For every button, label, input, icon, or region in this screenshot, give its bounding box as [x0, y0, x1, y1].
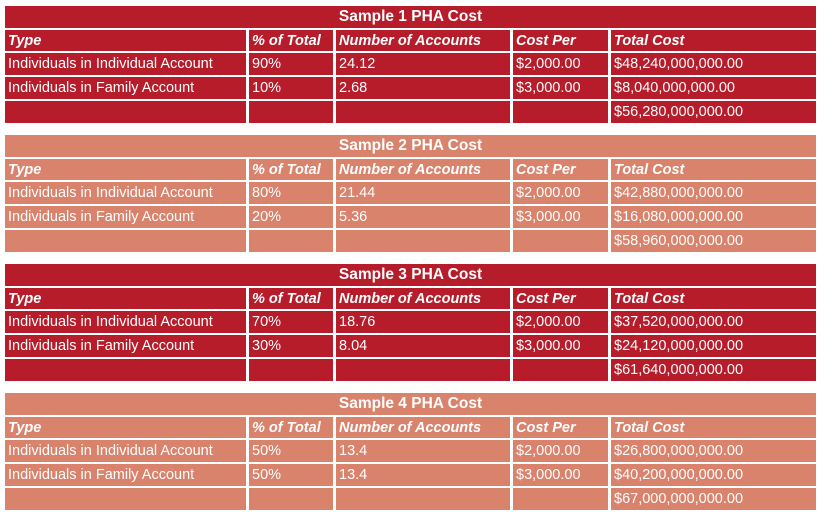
column-header-total-cost: Total Cost	[611, 417, 816, 440]
column-header-cost-per: Cost Per	[513, 159, 608, 182]
accounts-cell: 13.4	[336, 440, 510, 464]
column-header-type: Type	[5, 417, 246, 440]
grand-total-row	[5, 230, 816, 254]
empty-cell	[249, 488, 333, 512]
column-header-accounts: Number of Accounts	[336, 417, 510, 440]
total-cost-cell: $8,040,000,000.00	[611, 77, 816, 101]
percent-cell: 70%	[249, 311, 333, 335]
cost-per-cell: $2,000.00	[513, 311, 608, 335]
cost-per-cell: $3,000.00	[513, 206, 608, 230]
type-cell: Individuals in Family Account	[5, 335, 246, 359]
empty-cell	[249, 359, 333, 383]
table-row	[5, 182, 816, 206]
accounts-cell: 2.68	[336, 77, 510, 101]
table-row	[5, 464, 816, 488]
type-cell: Individuals in Individual Account	[5, 53, 246, 77]
grand-total-cell: $56,280,000,000.00	[611, 101, 816, 125]
sample-2-table	[2, 135, 819, 254]
empty-cell	[249, 101, 333, 125]
accounts-cell: 24.12	[336, 53, 510, 77]
column-header-total-cost: Total Cost	[611, 159, 816, 182]
grand-total-row	[5, 488, 816, 512]
sample-3-table	[2, 264, 819, 383]
total-cost-cell: $16,080,000,000.00	[611, 206, 816, 230]
column-header-type: Type	[5, 288, 246, 311]
column-header-cost-per: Cost Per	[513, 288, 608, 311]
percent-cell: 80%	[249, 182, 333, 206]
column-header-cost-per: Cost Per	[513, 30, 608, 53]
total-cost-cell: $42,880,000,000.00	[611, 182, 816, 206]
table-row	[5, 53, 816, 77]
empty-cell	[513, 230, 608, 254]
grand-total-row	[5, 101, 816, 125]
grand-total-cell: $67,000,000,000.00	[611, 488, 816, 512]
accounts-cell: 8.04	[336, 335, 510, 359]
total-cost-cell: $24,120,000,000.00	[611, 335, 816, 359]
empty-cell	[513, 359, 608, 383]
column-header-percent: % of Total	[249, 288, 333, 311]
empty-cell	[5, 488, 246, 512]
percent-cell: 90%	[249, 53, 333, 77]
empty-cell	[513, 488, 608, 512]
accounts-cell: 5.36	[336, 206, 510, 230]
cost-per-cell: $2,000.00	[513, 182, 608, 206]
cost-per-cell: $2,000.00	[513, 440, 608, 464]
grand-total-cell: $61,640,000,000.00	[611, 359, 816, 383]
accounts-cell: 18.76	[336, 311, 510, 335]
table-title: Sample 1 PHA Cost	[5, 6, 816, 30]
empty-cell	[336, 230, 510, 254]
percent-cell: 50%	[249, 464, 333, 488]
table-row	[5, 440, 816, 464]
total-cost-cell: $26,800,000,000.00	[611, 440, 816, 464]
type-cell: Individuals in Individual Account	[5, 182, 246, 206]
column-header-accounts: Number of Accounts	[336, 30, 510, 53]
total-cost-cell: $37,520,000,000.00	[611, 311, 816, 335]
total-cost-cell: $48,240,000,000.00	[611, 53, 816, 77]
empty-cell	[336, 488, 510, 512]
type-cell: Individuals in Family Account	[5, 206, 246, 230]
sample-4-table	[2, 393, 819, 512]
percent-cell: 50%	[249, 440, 333, 464]
accounts-cell: 21.44	[336, 182, 510, 206]
sample-1-table	[2, 6, 819, 125]
cost-per-cell: $3,000.00	[513, 77, 608, 101]
column-header-percent: % of Total	[249, 417, 333, 440]
table-title: Sample 4 PHA Cost	[5, 393, 816, 417]
type-cell: Individuals in Individual Account	[5, 440, 246, 464]
column-header-type: Type	[5, 30, 246, 53]
table-title: Sample 3 PHA Cost	[5, 264, 816, 288]
type-cell: Individuals in Individual Account	[5, 311, 246, 335]
cost-per-cell: $3,000.00	[513, 464, 608, 488]
table-row	[5, 77, 816, 101]
percent-cell: 30%	[249, 335, 333, 359]
column-header-total-cost: Total Cost	[611, 30, 816, 53]
empty-cell	[249, 230, 333, 254]
column-header-type: Type	[5, 159, 246, 182]
accounts-cell: 13.4	[336, 464, 510, 488]
type-cell: Individuals in Family Account	[5, 77, 246, 101]
table-row	[5, 206, 816, 230]
column-header-percent: % of Total	[249, 159, 333, 182]
empty-cell	[336, 101, 510, 125]
empty-cell	[513, 101, 608, 125]
empty-cell	[5, 230, 246, 254]
column-header-percent: % of Total	[249, 30, 333, 53]
percent-cell: 20%	[249, 206, 333, 230]
column-header-total-cost: Total Cost	[611, 288, 816, 311]
type-cell: Individuals in Family Account	[5, 464, 246, 488]
cost-per-cell: $3,000.00	[513, 335, 608, 359]
percent-cell: 10%	[249, 77, 333, 101]
grand-total-cell: $58,960,000,000.00	[611, 230, 816, 254]
empty-cell	[5, 101, 246, 125]
cost-per-cell: $2,000.00	[513, 53, 608, 77]
grand-total-row	[5, 359, 816, 383]
column-header-accounts: Number of Accounts	[336, 159, 510, 182]
table-row	[5, 335, 816, 359]
column-header-accounts: Number of Accounts	[336, 288, 510, 311]
empty-cell	[336, 359, 510, 383]
table-title: Sample 2 PHA Cost	[5, 135, 816, 159]
total-cost-cell: $40,200,000,000.00	[611, 464, 816, 488]
column-header-cost-per: Cost Per	[513, 417, 608, 440]
empty-cell	[5, 359, 246, 383]
table-row	[5, 311, 816, 335]
